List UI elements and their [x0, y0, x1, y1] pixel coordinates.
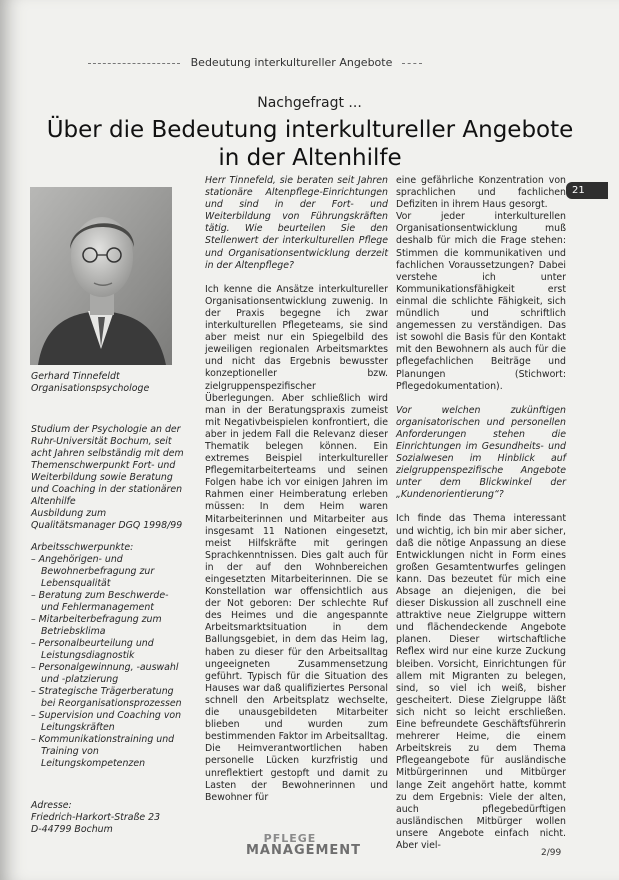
article-title: [20, 116, 600, 172]
caption-role: Organisationspsychologe: [31, 383, 150, 394]
title-line-1: Über die Bedeutung interkultureller Angebote: [46, 117, 574, 143]
text-column-right: [396, 175, 566, 852]
list-item: – Mitarbeiterbefragung zum Betriebsklima: [31, 614, 162, 637]
text-column-middle: [205, 175, 388, 804]
address-block: [31, 800, 189, 836]
interview-question: Vor welchen zukünftigen organisatorischen und personellen Anforderungen stehen die Einrichtungen im Gesundheits- und Sozialwesen im Hinblick auf zielgruppenspezifische Angebote unter dem Blickwinkel der „Kundenorientierung“?: [396, 404, 566, 501]
list-item: – Strategische Trägerberatung bei Reorganisationsprozessen: [31, 686, 182, 709]
work-focus-list: [31, 554, 189, 770]
address-street: Friedrich-Harkort-Straße 23: [31, 812, 161, 823]
list-item: – Personalgewinnung, -auswahl und -platzierung: [31, 662, 179, 685]
portrait-illustration: [30, 187, 172, 365]
address-city: D-44799 Bochum: [31, 824, 113, 835]
logo-word-bottom: MANAGEMENT: [246, 843, 362, 858]
magazine-logo: [246, 832, 362, 860]
header-rule-right: [402, 63, 422, 64]
page-number: 2/99: [541, 848, 562, 858]
address-label: Adresse:: [31, 800, 72, 811]
list-item: – Angehörigen- und Bewohnerbefragung zur Lebensqualität: [31, 554, 155, 589]
portrait-photo: [30, 187, 172, 365]
logo-word-top: PFLEGE: [263, 832, 317, 845]
caption-name: Gerhard Tinnefeldt: [31, 371, 120, 382]
interview-answer: Ich kenne die Ansätze interkultureller Organisationsentwicklung zuwenig. In der Praxis begegne ich zwar interkulturellen Pflegeteams, sie sind aber meist nur ein Spiegelbild des jeweiligen regionalen Arbeitsmarktes und nicht das Ergebnis bewusster konzeptioneller bzw. zielgruppenspezifischer Überlegungen. Aber schließlich wird man in der Beratungspraxis zumeist mit Negativbeispielen konfrontiert, die aber in jedem Fall die Relevanz dieser Thematik belegen können. Ein extremes Beispiel interkultureller Pflegemitarbeiterteams und seinen Folgen habe ich vor einigen Jahren im Rahmen einer Heimberatung erleben müssen: In dem Heim waren Mitarbeiterinnen und Mitarbeiter aus insgesamt 11 Nationen eingesetzt, meist Hilfskräfte mit geringen Sprachkenntnissen. Dies galt auch für in der auf den Wohnbereichen eingesetzten Mitarbeiterinnen. Die se Konstellation war offensichtlich aus der Not geboren: Der schlechte Ruf des Heimes und die angespannte Arbeitsmarktsituation in dem Ballungsgebiet, in dem das Heim lag, haben zu dieser für den Arbeitsalltag ungeeigneten Zusammensetzung geführt. Typisch für die Situation des Hauses war daß qualifiziertes Personal schnell den Arbeitsplatz wechselte, die unausgebildeten Mitarbeiter blieben und wurden zum bestimmenden Faktor im Arbeitsalltag. Die Heimverantwortlichen haben personelle Lücken kurzfristig und unreflektiert gestopft und damit zu Lasten der Bewohnerinnen und Bewohner für: [205, 283, 388, 803]
running-head: Bedeutung interkultureller Angebote: [190, 56, 393, 69]
kicker: Nachgefragt ...: [257, 95, 362, 111]
list-item: – Beratung zum Beschwerde- und Fehlermanagement: [31, 590, 169, 613]
interview-question: Herr Tinnefeld, sie beraten seit Jahren stationäre Altenpflege-Einrichtungen und sind in der Fort- und Weiterbildung von Führungskräften tätig. Wie beurteilen Sie den Stellenwert der interkulturellen Pflege und Organisationsentwicklung derzeit in der Altenpflege?: [205, 175, 388, 271]
photo-caption: [31, 371, 181, 395]
interview-answer: Ich finde das Thema interessant und wichtig, ich bin mir aber sicher, daß die nötige Anpassung an diese Entwicklungen nicht in Form eines großen Gesamtentwurfes gelingen kann. Das bezeutet für mich eine Absage an diejenigen, die bei dieser Diskussion all zuschnell eine attraktive neue Zielgruppe wittern und flächendeckende Angebote planen. Dieser wirtschaftliche Reflex wird nur eine kurze Zuckung bleiben. Vorsicht, Einrichtungen für allem mit Migranten zu belegen, sind, so viel ich weiß, bisher gescheitert. Diese Zielgruppe läßt sich nicht so leicht erschließen. Eine befreundete Geschäftsführerin mehrerer Heime, die einem Arbeitskreis zu dem Thema Pflegeangebote für ausländische Mitbürgerinnen und Mitbürger lange Zeit angehört hatte, kommt zu dem Ergebnis: Viele der alten, auch pflegebedürftigen ausländischen Mitbürger wollen unsere Angebote einfach nicht. Aber viel-: [396, 513, 566, 851]
author-bio: Studium der Psychologie an der Ruhr-Universität Bochum, seit acht Jahren selbständig mit dem Themenschwerpunkt Fort- und Weiterbildung sowie Beratung und Coaching in der stationären Altenhilfe Ausbildung zum Qualitätsmanager DGQ 1998/99: [31, 424, 184, 531]
list-item: – Kommunikationstraining und Training von Leitungskompetenzen: [31, 734, 175, 769]
interview-answer-paragraph: Vor jeder interkulturellen Organisationsentwicklung muß deshalb für mich die Frage stehen: Stimmen die kommunikativen und fachlichen Voraussetzungen? Dabei verstehe ich unter Kommunikationsfähigkeit erst einmal die schlichte Fähigkeit, sich mündlich und schriftlich angemessen zu verständigen. Das ist sowohl die Basis für den Kontakt mit den Bewohnern als auch für die pflegefachlichen Beiträge und Planungen (Stichwort: Pflegedokumentation).: [396, 211, 566, 392]
list-item: – Personalbeurteilung und Leistungsdiagnostik: [31, 638, 154, 661]
work-focus: [31, 542, 189, 770]
work-focus-heading: Arbeitsschwerpunkte:: [31, 542, 134, 553]
title-line-2: in der Altenhilfe: [218, 145, 402, 171]
page-tab: 21: [566, 182, 608, 199]
header-rule-left: [88, 63, 180, 64]
interview-answer-continued: eine gefährliche Konzentration von sprachlichen und fachlichen Defiziten in ihrem Haus gesorgt.: [396, 175, 566, 211]
list-item: – Supervision und Coaching von Leitungskräften: [31, 710, 182, 733]
